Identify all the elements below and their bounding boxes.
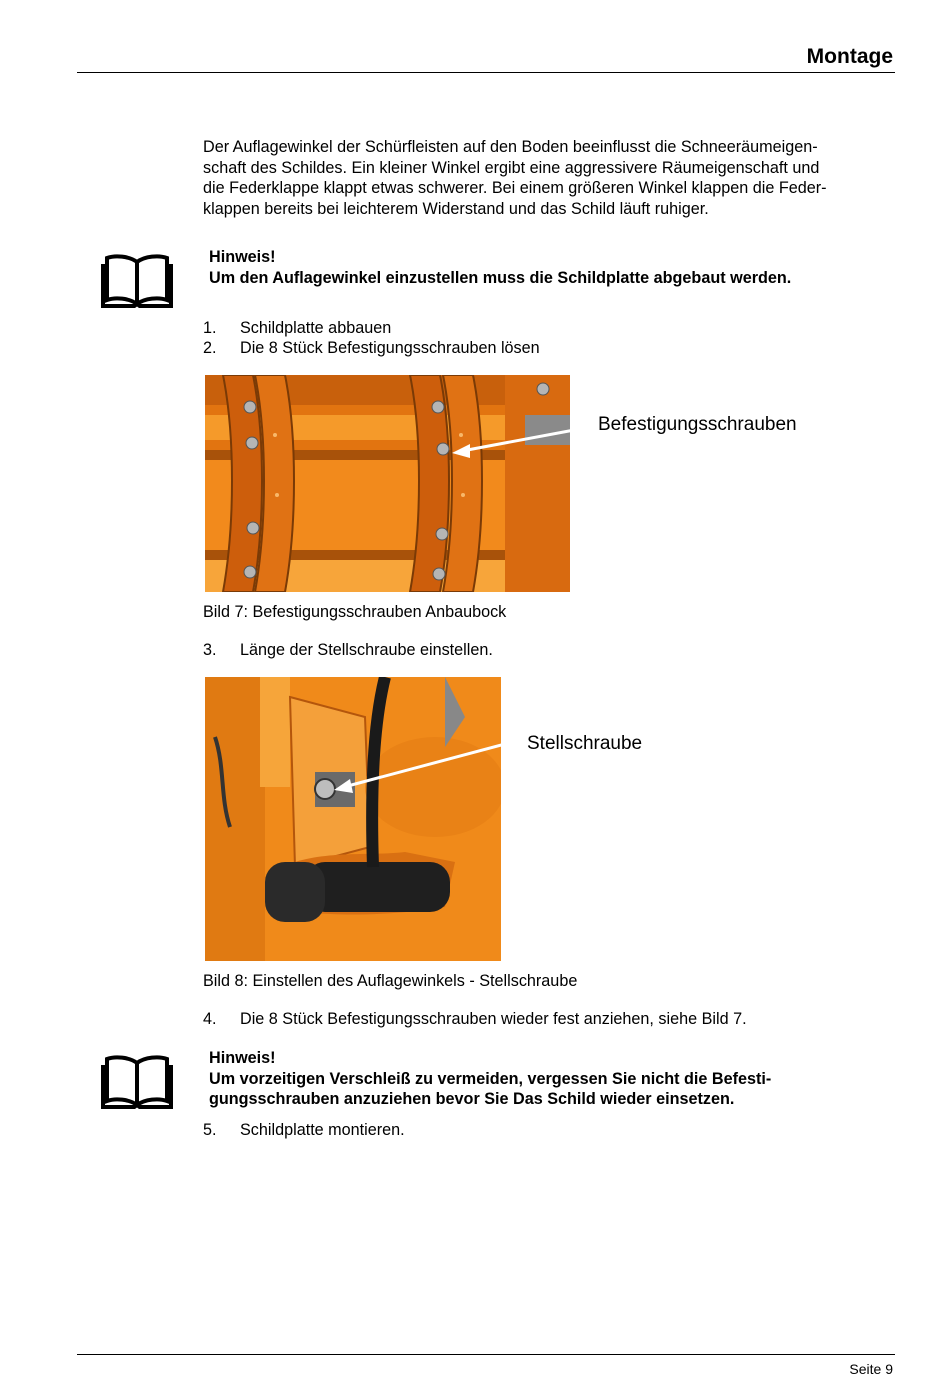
- footer-rule: [77, 1354, 895, 1355]
- step-1: [203, 318, 391, 339]
- step-text: Länge der Stellschraube einstellen.: [240, 641, 493, 659]
- step-text: Schildplatte montieren.: [240, 1121, 405, 1139]
- step-4: [203, 1009, 747, 1030]
- intro-line: klappen bereits bei leichterem Widerstand und das Schild läuft ruhiger.: [203, 199, 709, 218]
- figure-7-caption: Bild 7: Befestigungsschrauben Anbaubock: [203, 603, 507, 621]
- intro-paragraph: [203, 137, 883, 219]
- figure-8-callout: Stellschraube: [527, 733, 643, 754]
- page-header-title: Montage: [806, 45, 893, 68]
- step-number: 2.: [203, 339, 217, 357]
- figure-7-image: [205, 375, 570, 592]
- note-text-line: gungsschrauben anzuziehen bevor Sie Das Schild wieder einsetzen.: [209, 1090, 735, 1108]
- step-text: Die 8 Stück Befestigungsschrauben lösen: [240, 339, 540, 357]
- page-number: Seite 9: [849, 1361, 893, 1377]
- step-number: 5.: [203, 1121, 217, 1139]
- book-icon: [101, 1053, 173, 1109]
- book-icon: [101, 252, 173, 308]
- step-number: 3.: [203, 641, 217, 659]
- figure-7-callout: Befestigungsschrauben: [598, 414, 797, 435]
- note-title: Hinweis!: [209, 248, 276, 266]
- figure-8-caption: Bild 8: Einstellen des Auflagewinkels - Stellschraube: [203, 972, 578, 990]
- header-rule: [77, 72, 895, 73]
- note-text-line: Um vorzeitigen Verschleiß zu vermeiden, vergessen Sie nicht die Befesti-: [209, 1069, 772, 1088]
- intro-line: die Federklappe klappt etwas schwerer. Bei einem größeren Winkel klappen die Feder-: [203, 179, 827, 197]
- note-1: [209, 247, 791, 288]
- step-text: Schildplatte abbauen: [240, 319, 392, 337]
- step-text: Die 8 Stück Befestigungsschrauben wieder fest anziehen, siehe Bild 7.: [240, 1010, 747, 1028]
- note-2: [209, 1048, 771, 1110]
- step-2: [203, 338, 540, 359]
- step-number: 1.: [203, 319, 217, 337]
- intro-line: schaft des Schildes. Ein kleiner Winkel ergibt eine aggressivere Räumeigenschaft und: [203, 158, 820, 177]
- figure-8-arrow: [320, 735, 525, 795]
- note-title: Hinweis!: [209, 1049, 276, 1067]
- step-number: 4.: [203, 1010, 217, 1028]
- figure-7-arrow: [440, 420, 590, 460]
- step-5: [203, 1120, 405, 1141]
- intro-line: Der Auflagewinkel der Schürfleisten auf den Boden beeinflusst die Schneeräumeigen-: [203, 138, 818, 156]
- step-3: [203, 640, 493, 661]
- note-text: Um den Auflagewinkel einzustellen muss die Schildplatte abgebaut werden.: [209, 268, 792, 287]
- figure-8-image: [205, 677, 501, 961]
